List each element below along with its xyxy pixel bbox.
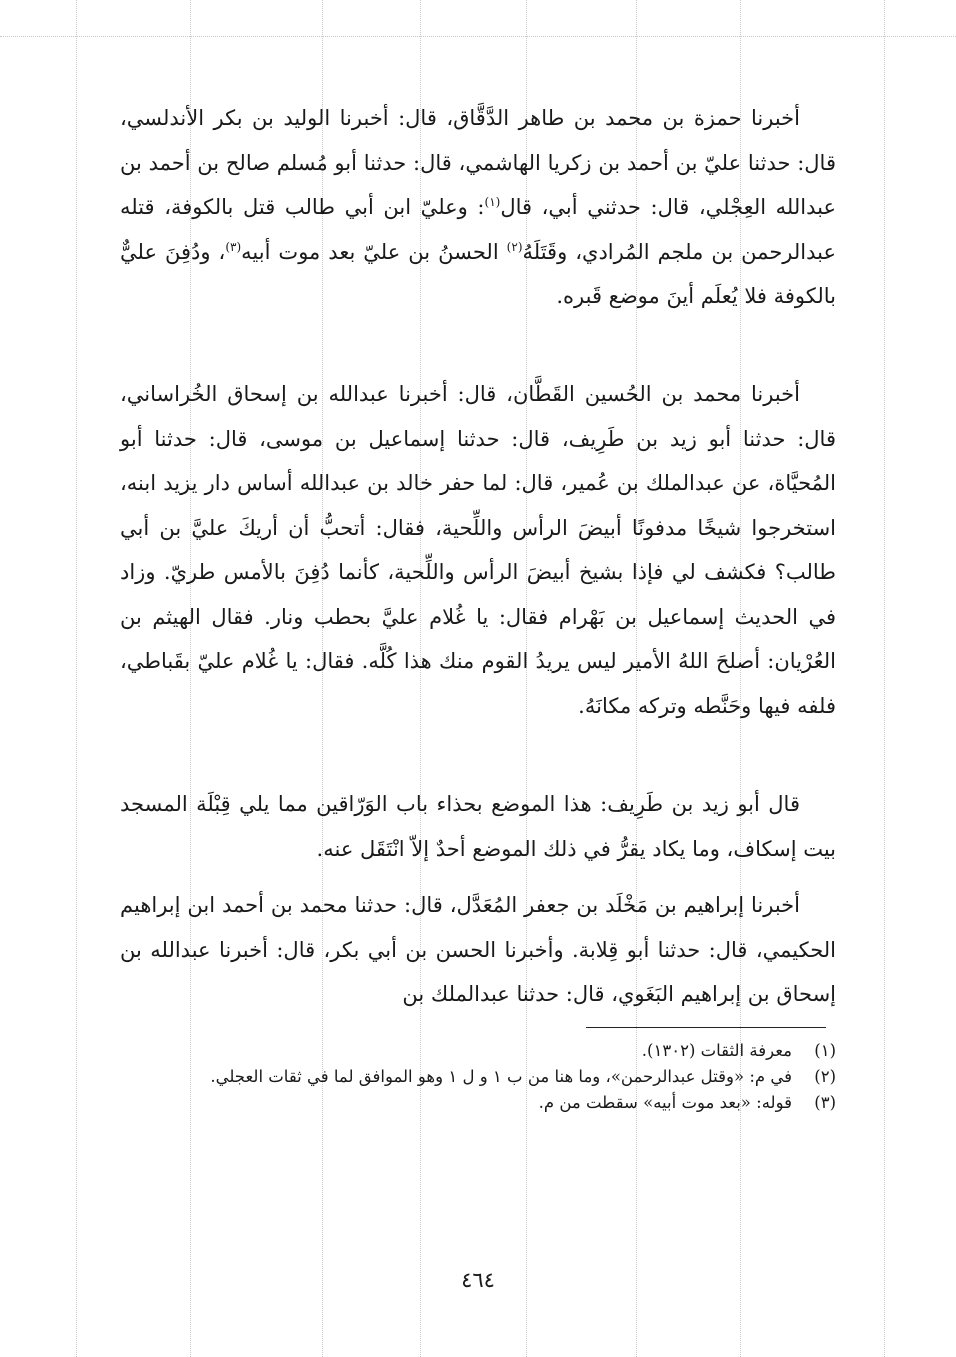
main-text — [120, 782, 836, 871]
paragraph-3: قال أبو زيد بن طَرِيف: هذا الموضع بحذاء باب الوَرّاقين مما يلي قِبْلَة المسجد بيت إسكاف، وما يكاد يقرُّ في ذلك الموضع أحدٌ إلاّ انْتَقَل عنه. — [120, 792, 836, 861]
footnote-ref-2: (٢) — [506, 239, 523, 254]
footnote-1 — [120, 1038, 836, 1064]
main-text — [120, 372, 836, 728]
paragraph-1: أخبرنا حمزة بن محمد بن طاهر الدَّقَّاق، قال: أخبرنا الوليد بن بكر الأندلسي، قال: حدثنا عليّ بن أحمد بن زكريا الهاشمي، قال: حدثنا أبو مُسلم صالح بن أحمد بن عبدالله العِجْلي، قال: حدثني أبي، قال$^{(١)}$: وعليّ ابن أبي طالب قتل بالكوفة، قتله عبدالرحمن بن ملجم المُرادي، وقَتَلَهُ$^{(٢)}$ الحسنُ بن عليّ بعد موت أبيه$^{(٣)}$، ودُفِنَ عليٌّ بالكوفة فلا يُعلَم أينَ موضع قَبره. — [120, 106, 837, 308]
guide-line — [884, 0, 885, 1357]
footnote-ref-3: (٣) — [225, 239, 242, 254]
main-text — [120, 883, 836, 1017]
paragraph-2: أخبرنا محمد بن الحُسين القَطَّان، قال: أخبرنا عبدالله بن إسحاق الخُراساني، قال: حدثنا أبو زيد بن طَرِيف، قال: حدثنا إسماعيل بن موسى، قال: حدثنا أبو المُحيَّاة، عن عبدالملك بن عُمير، قال: لما حفر خالد بن عبدالله أساس دار يزيد ابنه، استخرجوا شيخًا مدفونًا أبيضَ الرأس واللِّحية، فقال: أتحبُّ أن أريكَ عليَّ بن أبي طالب؟ فكشف لي فإذا بشيخ أبيضَ الرأس واللِّحية، كأنما دُفِنَ بالأمس طريّ. وزاد في الحديث إسماعيل بن بَهْرام فقال: يا غُلام عليَّ بحطب ونار. فقال الهيثم بن العُرْيان: أصلحَ اللهُ الأمير ليس يريدُ القوم منك هذا كُلَّه. فقال: يا غُلام عليّ بقَباطي، فلفه فيها وحَنَّطه وتركه مكانَهُ. — [120, 382, 836, 718]
footnote-divider — [586, 1027, 826, 1028]
guide-line — [0, 36, 956, 37]
main-text — [120, 96, 836, 319]
guide-line — [76, 0, 77, 1357]
footnote-text: معرفة الثقات (١٣٠٢). — [641, 1041, 792, 1060]
footnote-text: في م: «وقتل عبدالرحمن»، وما هنا من ب ١ و ل ١ وهو الموافق لما في ثقات العجلي. — [210, 1067, 792, 1086]
footnote-number: (٣) — [814, 1093, 836, 1112]
page-number: ٤٦٤ — [461, 1268, 495, 1292]
footnote-2 — [120, 1064, 836, 1090]
footnote-text: قوله: «بعد موت أبيه» سقطت من م. — [538, 1093, 792, 1112]
footnote-ref-1: (١) — [484, 195, 501, 209]
footnote-3 — [120, 1090, 836, 1116]
paragraph-4: أخبرنا إبراهيم بن مَخْلَد بن جعفر المُعَدَّل، قال: حدثنا محمد بن أحمد ابن إبراهيم الحكيمي، قال: حدثنا أبو قِلابة. وأخبرنا الحسن بن أبي بكر، قال: أخبرنا عبدالله بن إسحاق بن إبراهيم البَغَوي، قال: حدثنا عبدالملك بن — [120, 893, 836, 1006]
footnotes — [120, 1038, 836, 1116]
footnote-number: (٢) — [814, 1067, 836, 1086]
footnote-number: (١) — [814, 1041, 836, 1060]
